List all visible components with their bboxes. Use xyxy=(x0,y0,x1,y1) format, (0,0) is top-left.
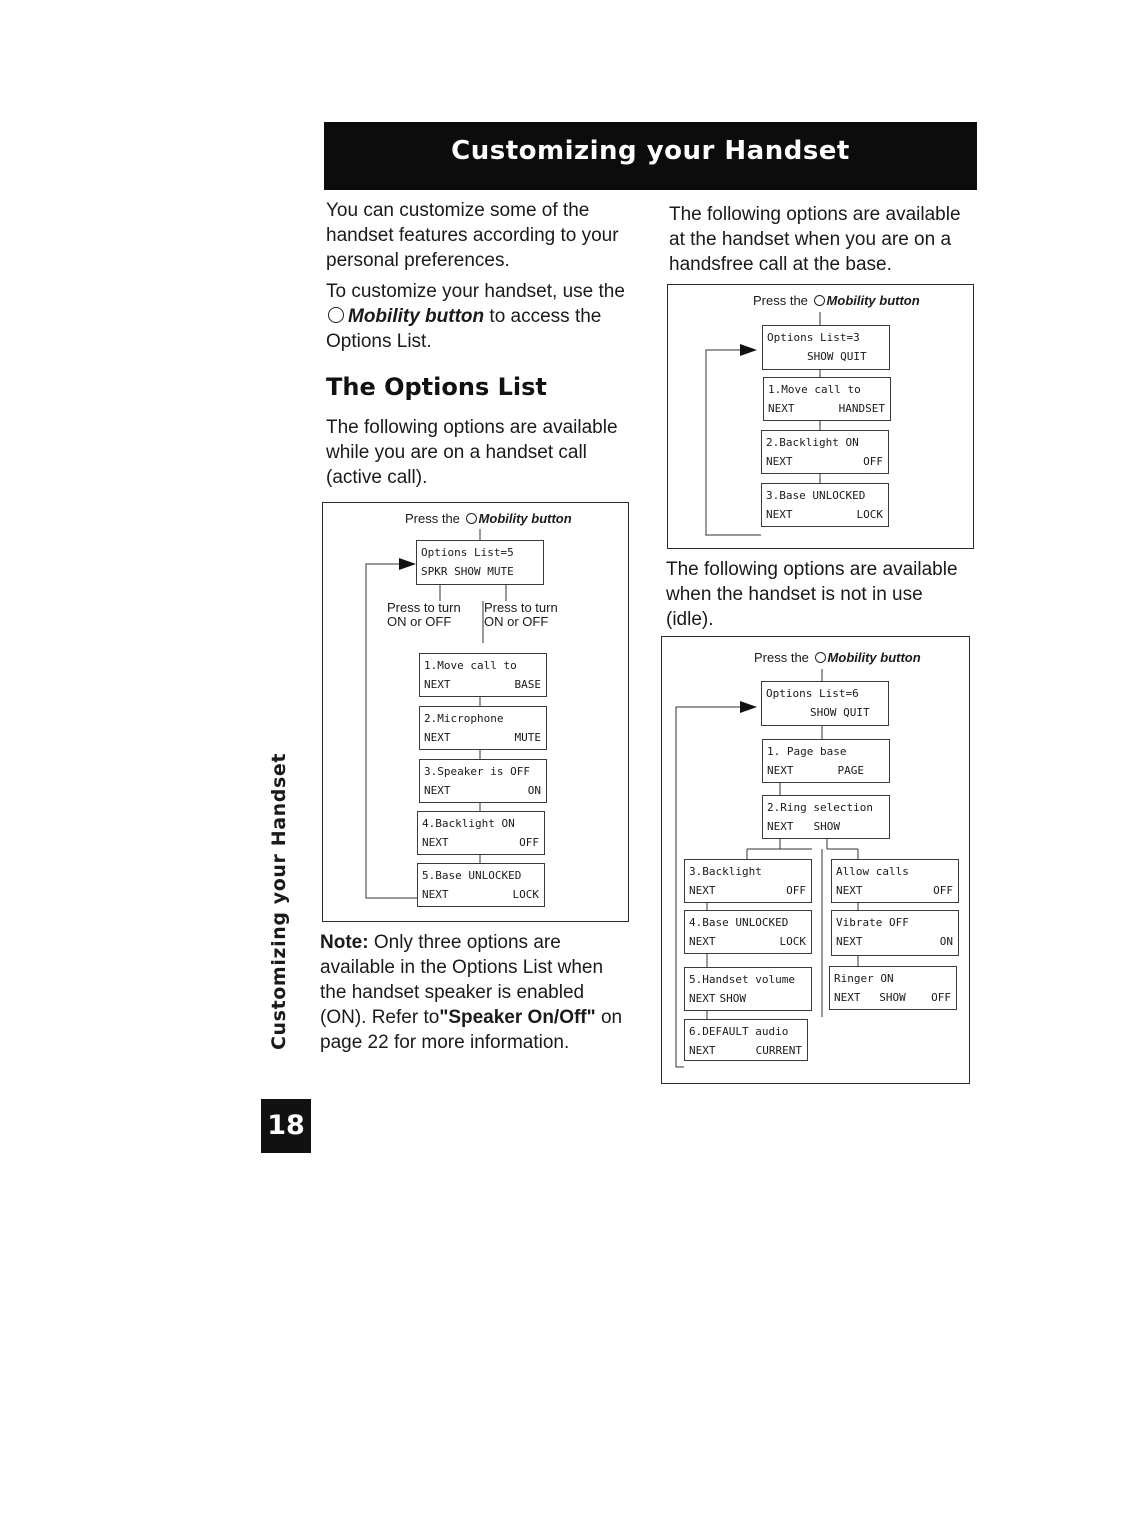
lcd-left-key: NEXT xyxy=(766,455,793,468)
lcd-right-key: ON xyxy=(939,935,953,948)
press-button-label: Mobility button xyxy=(826,293,920,308)
lcd-line1: 6.DEFAULT audio xyxy=(689,1025,789,1038)
lcd-left-key: NEXT xyxy=(422,888,449,901)
lcd-line1: 5.Handset volume xyxy=(689,973,795,986)
lcd-right-key: OFF xyxy=(863,455,883,468)
lcd-left-key: NEXT xyxy=(689,1044,716,1057)
lcd-right-key: OFF xyxy=(931,991,951,1004)
lcd-left-key: NEXT xyxy=(424,678,451,691)
side-chapter-label: Customizing your Handset xyxy=(268,752,290,1050)
lcd-line1: 2.Backlight ON xyxy=(766,436,859,449)
mute-note-line2: ON or OFF xyxy=(484,614,549,629)
handsfree-connectors xyxy=(668,285,975,550)
lcd-right-key: PAGE xyxy=(837,764,864,777)
lcd-left-key: NEXT xyxy=(768,402,795,415)
lcd-left-key: NEXT xyxy=(767,820,794,833)
lcd-line1: Vibrate OFF xyxy=(836,916,909,929)
lcd-right-key: BASE xyxy=(514,678,541,691)
lcd-left-key: NEXT xyxy=(834,991,861,1004)
lcd-left-key: NEXT xyxy=(836,935,863,948)
lcd-right-key: OFF xyxy=(519,836,539,849)
lcd-right-key: OFF xyxy=(786,884,806,897)
lcd-line1: 1.Move call to xyxy=(768,383,861,396)
lcd-right-key: OFF xyxy=(933,884,953,897)
lcd-right-key: SHOW xyxy=(719,992,746,1005)
mobility-button-label: Mobility button xyxy=(348,306,485,327)
handsfree-paragraph: The following options are available at the handset when you are on a handsfree call at the base. xyxy=(669,204,961,275)
lcd-line1: 2.Ring selection xyxy=(767,801,873,814)
press-button-label: Mobility button xyxy=(478,511,572,526)
customize-paragraph xyxy=(326,279,626,354)
lcd-right-key: LOCK xyxy=(779,935,806,948)
lcd-line1: 1.Move call to xyxy=(424,659,517,672)
idle-diagram xyxy=(661,636,970,1084)
mobility-button-icon xyxy=(328,307,344,323)
press-button-label: Mobility button xyxy=(827,650,921,665)
note-text: Only three options are available in the Options List when the handset speaker is enabled (ON). Refer to xyxy=(320,932,604,1028)
active-call-paragraph: The following options are available while you are on a handset call (active call). xyxy=(326,417,618,488)
lcd-line1: 3.Backlight xyxy=(689,865,762,878)
lcd-right-key: CURRENT xyxy=(755,1044,802,1057)
lcd-right-key: LOCK xyxy=(856,508,883,521)
idle-connectors xyxy=(662,637,971,1085)
lcd-line1: 4.Backlight ON xyxy=(422,817,515,830)
page-header: Customizing your Handset xyxy=(324,122,977,190)
lcd-line2: SHOW QUIT xyxy=(810,706,870,719)
spkr-note-line2: ON or OFF xyxy=(387,614,452,629)
lcd-line1: 1. Page base xyxy=(767,745,847,758)
page-number: 18 xyxy=(261,1099,311,1153)
lcd-left-key: NEXT xyxy=(689,884,716,897)
lcd-line1: 3.Speaker is OFF xyxy=(424,765,530,778)
lcd-line1: 5.Base UNLOCKED xyxy=(422,869,522,882)
press-pre: Press the xyxy=(753,293,808,308)
lcd-left-key: NEXT xyxy=(424,784,451,797)
lcd-line1: Options List=5 xyxy=(421,546,514,559)
spkr-note-line1: Press to turn xyxy=(387,600,461,615)
left-column xyxy=(326,198,626,360)
active-call-connectors xyxy=(323,503,630,923)
lcd-left-key: NEXT xyxy=(767,764,794,777)
lcd-line1: Allow calls xyxy=(836,865,909,878)
lcd-line1: Ringer ON xyxy=(834,972,894,985)
lcd-line1: Options List=6 xyxy=(766,687,859,700)
note-label: Note: xyxy=(320,932,369,953)
speaker-note xyxy=(320,930,630,1055)
customize-post: to access the Options List. xyxy=(326,306,602,352)
lcd-right-key: SHOW xyxy=(813,820,840,833)
handsfree-diagram xyxy=(667,284,974,549)
press-pre: Press the xyxy=(754,650,809,665)
lcd-right-key: HANDSET xyxy=(838,402,885,415)
lcd-left-key: NEXT xyxy=(836,884,863,897)
lcd-line2: SHOW QUIT xyxy=(807,350,867,363)
press-pre: Press the xyxy=(405,511,460,526)
lcd-left-key: NEXT xyxy=(766,508,793,521)
lcd-line1: 3.Base UNLOCKED xyxy=(766,489,866,502)
active-call-diagram xyxy=(322,502,629,922)
lcd-line1: Options List=3 xyxy=(767,331,860,344)
note-end: on page 22 for more information. xyxy=(320,1007,623,1053)
lcd-right-key: MUTE xyxy=(514,731,541,744)
mute-note-line1: Press to turn xyxy=(484,600,558,615)
lcd-right-key: LOCK xyxy=(512,888,539,901)
section-title: The Options List xyxy=(326,373,547,401)
lcd-line1: 2.Microphone xyxy=(424,712,504,725)
intro-paragraph: You can customize some of the handset features according to your personal preferences. xyxy=(326,200,619,271)
customize-pre: To customize your handset, use the xyxy=(326,281,625,302)
lcd-mid-key: SHOW xyxy=(879,991,906,1004)
lcd-line2: SPKR SHOW MUTE xyxy=(421,565,514,578)
lcd-left-key: NEXT xyxy=(689,992,716,1005)
idle-paragraph: The following options are available when the handset is not in use (idle). xyxy=(666,559,958,630)
note-reference: "Speaker On/Off" xyxy=(439,1007,596,1028)
lcd-line1: 4.Base UNLOCKED xyxy=(689,916,789,929)
lcd-right-key: ON xyxy=(527,784,541,797)
lcd-left-key: NEXT xyxy=(689,935,716,948)
lcd-left-key: NEXT xyxy=(422,836,449,849)
lcd-left-key: NEXT xyxy=(424,731,451,744)
